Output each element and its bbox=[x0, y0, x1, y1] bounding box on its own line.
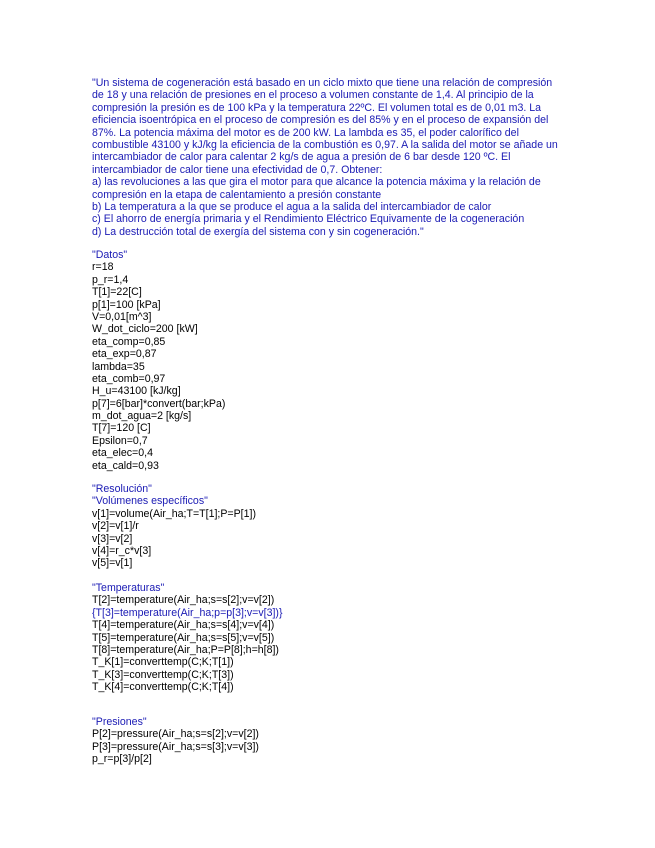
code-line: T_K[4]=converttemp(C;K;T[4]) bbox=[92, 681, 234, 694]
code-line: W_dot_ciclo=200 [kW] bbox=[92, 323, 198, 336]
presiones-section bbox=[92, 716, 567, 766]
code-line: T[2]=temperature(Air_ha;s=s[2];v=v[2]) bbox=[92, 594, 275, 607]
code-line: T[1]=22[C] bbox=[92, 286, 142, 299]
resolucion-section bbox=[92, 483, 567, 570]
section-title-temperaturas: "Temperaturas" bbox=[92, 582, 165, 594]
problem-line: compresión en la etapa de calentamiento a presión constante bbox=[92, 188, 382, 201]
code-line: p_r=p[3]/p[2] bbox=[92, 753, 152, 766]
problem-line: intercambiador de calor tiene una efectividad de 0,7. Obtener: bbox=[92, 163, 383, 176]
code-line: eta_comp=0,85 bbox=[92, 335, 166, 348]
code-line: p_r=1,4 bbox=[92, 273, 129, 286]
section-title-datos: "Datos" bbox=[92, 249, 128, 261]
code-line: p[1]=100 [kPa] bbox=[92, 298, 161, 311]
code-line: eta_cald=0,93 bbox=[92, 459, 159, 472]
problem-line: compresión la presión es de 100 kPa y la temperatura 22ºC. El volumen total es de 0,01 m3. La bbox=[92, 101, 542, 114]
code-line: eta_elec=0,4 bbox=[92, 447, 153, 460]
problem-line: d) La destrucción total de exergía del sistema con y sin cogeneración." bbox=[92, 225, 424, 238]
code-line: P[2]=pressure(Air_ha;s=s[2];v=v[2]) bbox=[92, 728, 259, 741]
section-subtitle-volumenes: "Volúmenes específicos" bbox=[92, 495, 208, 508]
code-line: v[2]=v[1]/r bbox=[92, 520, 139, 533]
problem-statement bbox=[92, 77, 567, 238]
section-title-resolucion: "Resolución" bbox=[92, 483, 152, 495]
problem-line: intercambiador de calor para calentar 2 kg/s de agua a presión de 6 bar desde 120 ºC. El bbox=[92, 151, 511, 164]
code-line: v[1]=volume(Air_ha;T=T[1];P=P[1]) bbox=[92, 507, 256, 520]
code-line: T_K[1]=converttemp(C;K;T[1]) bbox=[92, 656, 234, 669]
code-line: T[4]=temperature(Air_ha;s=s[4];v=v[4]) bbox=[92, 619, 275, 632]
problem-line: c) El ahorro de energía primaria y el Rendimiento Eléctrico Equivamente de la cogeneración bbox=[92, 213, 525, 226]
code-line: v[5]=v[1] bbox=[92, 557, 133, 570]
code-line: H_u=43100 [kJ/kg] bbox=[92, 385, 181, 398]
section-title-presiones: "Presiones" bbox=[92, 716, 147, 728]
temperaturas-section bbox=[92, 582, 567, 694]
problem-line: eficiencia isoentrópica en el proceso de compresión es del 85% y en el proceso de expansión del bbox=[92, 114, 549, 127]
code-line: eta_comb=0,97 bbox=[92, 372, 166, 385]
code-line: m_dot_agua=2 [kg/s] bbox=[92, 410, 192, 423]
code-line: T[5]=temperature(Air_ha;s=s[5];v=v[5]) bbox=[92, 631, 275, 644]
code-line: lambda=35 bbox=[92, 360, 145, 373]
code-line: p[7]=6[bar]*convert(bar;kPa) bbox=[92, 397, 226, 410]
datos-section bbox=[92, 249, 567, 472]
problem-line: b) La temperatura a la que se produce el agua a la salida del intercambiador de calor bbox=[92, 200, 492, 213]
code-line: T[7]=120 [C] bbox=[92, 422, 151, 435]
problem-line: combustible 43100 y kJ/kg la eficiencia de la combustión es 0,97. A la salida del motor se añade un bbox=[92, 138, 558, 151]
code-line: v[3]=v[2] bbox=[92, 532, 133, 545]
problem-line: a) las revoluciones a las que gira el motor para que alcance la potencia máxima y la relación de bbox=[92, 176, 541, 189]
code-line: V=0,01[m^3] bbox=[92, 310, 152, 323]
code-line: P[3]=pressure(Air_ha;s=s[3];v=v[3]) bbox=[92, 740, 259, 753]
problem-line: "Un sistema de cogeneración está basado en un ciclo mixto que tiene una relación de compresión bbox=[92, 77, 553, 89]
code-line: Epsilon=0,7 bbox=[92, 434, 148, 447]
code-line: T[8]=temperature(Air_ha;P=P[8];h=h[8]) bbox=[92, 643, 279, 656]
code-line: r=18 bbox=[92, 261, 114, 274]
problem-line: 87%. La potencia máxima del motor es de 200 kW. La lambda es 35, el poder calorífico del bbox=[92, 126, 519, 139]
code-comment-line: {T[3]=temperature(Air_ha;p=p[3];v=v[3])} bbox=[92, 606, 283, 619]
code-line: T_K[3]=converttemp(C;K;T[3]) bbox=[92, 668, 234, 681]
code-line: eta_exp=0,87 bbox=[92, 348, 157, 361]
code-line: v[4]=r_c*v[3] bbox=[92, 544, 152, 557]
problem-line: de 18 y una relación de presiones en el proceso a volumen constante de 1,4. Al principio de la bbox=[92, 89, 534, 102]
